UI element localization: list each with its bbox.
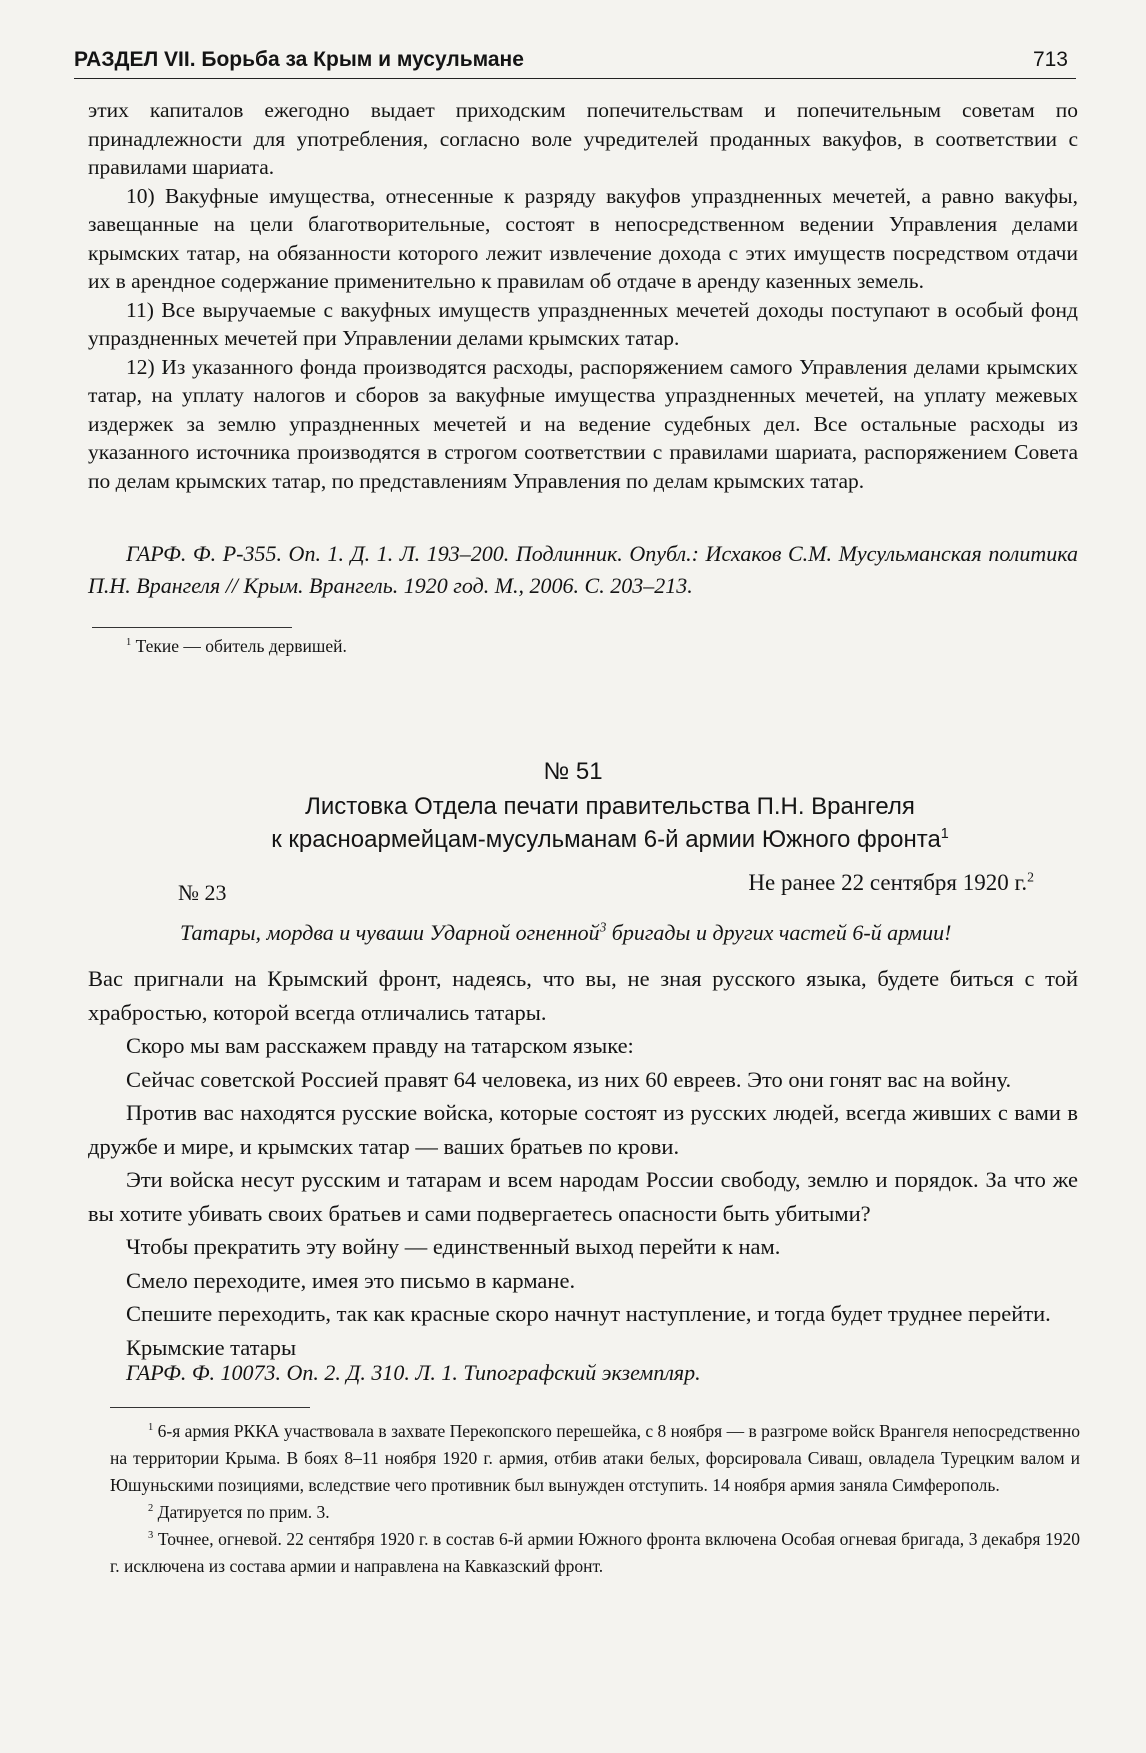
footnote (110, 1499, 1080, 1526)
address-text: Татары, мордва и чуваши Ударной огненной (180, 920, 600, 945)
footnote-mark: 3 (599, 919, 607, 935)
leaflet-number: № 23 (178, 880, 227, 905)
paragraph: этих капиталов ежегодно выдает приходским попечительствам и попечительным советам по принадлежности для употребления, согласно воле учредителей проданных вакуфов, в соответствии с правилами шариата. (88, 98, 1078, 179)
running-header (74, 40, 1076, 79)
footnote-mark: 1 (148, 1422, 154, 1434)
footnote-mark: 1 (126, 637, 132, 649)
paragraph: 12) Из указанного фонда производятся расходы, распоряжением самого Управления делами крымских татар, на уплату налогов и сборов за вакуфные имущества упраздненных мечетей, на уплату межевых издержек за землю упраздненных мечетей и на ведение судебных дел. Все остальные расходы из указанного источника производятся в строгом соответствии с правилами шариата, распоряжением Совета по делам крымских татар, по представлениям Управления по делам крымских татар. (88, 354, 1078, 493)
archive-source: ГАРФ. Ф. 10073. Оп. 2. Д. 310. Л. 1. Типографский экземпляр. (126, 1360, 701, 1385)
paragraph: 11) Все выручаемые с вакуфных имуществ упраздненных мечетей доходы поступают в особый фонд упраздненных мечетей при Управлении делами крымских татар. (88, 297, 1078, 350)
paragraph: Смело переходите, имея это письмо в кармане. (126, 1267, 576, 1293)
footnote-mark: 2 (1027, 869, 1034, 885)
document-title-line (200, 823, 1020, 856)
address-text: бригады и других частей 6-й армии! (606, 920, 952, 945)
paragraph: Против вас находятся русские войска, которые состоят из русских людей, всегда живших с вами в дружбе и мире, и крымских татар — ваших братьев по крови. (88, 1100, 1078, 1159)
footnote-text: Текие — обитель дервишей. (135, 636, 347, 656)
footnote-text: 6-я армия РККА участвовала в захвате Перекопского перешейка, с 8 ноября — в разгроме войск Врангеля непосредственно на территории Крыма. В боях 8–11 ноября 1920 г. армия, отбив атаки белых, форсировала Сиваш, овладела Турецким валом и Юшуньскими позициями, вследствие чего противник был вынужден отступить. 14 ноября армия заняла Симферополь. (110, 1421, 1081, 1495)
footnote (110, 1526, 1080, 1580)
paragraph: Скоро мы вам расскажем правду на татарском языке: (126, 1033, 634, 1058)
paragraph: Сейчас советской Россией правят 64 человека, из них 60 евреев. Это они гонят вас на войну. (126, 1066, 1012, 1092)
document-title-line-text: к красноармейцам-мусульманам 6-й армии Южного фронта (271, 826, 941, 853)
paragraph: Эти войска несут русским и татарам и всем народам России свободу, землю и порядок. За что же вы хотите убивать своих братьев и сами подвергаетесь опасности быть убитыми? (88, 1167, 1078, 1226)
document-title-line: Листовка Отдела печати правительства П.Н. Врангеля (305, 793, 915, 820)
previous-document-text (88, 96, 1078, 495)
footnotes (110, 1418, 1080, 1580)
footnote (110, 1418, 1080, 1499)
footnote-divider (110, 1407, 310, 1408)
leaflet-address (180, 920, 1070, 946)
footnote-mark: 3 (148, 1530, 154, 1542)
document-date (748, 870, 1034, 896)
paragraph: 10) Вакуфные имущества, отнесенные к разряду вакуфов упраздненных мечетей, а равно вакуфы, завещанные на цели благотворительные, состоят в непосредственном ведении Управления делами крымских татар, на обязанности которого лежит извлечение дохода с этих имуществ посредством отдачи их в арендное содержание применительно к правилам об отдаче в аренду казенных земель. (88, 183, 1078, 293)
footnote-divider (92, 627, 292, 628)
footnote-text: Точнее, огневой. 22 сентября 1920 г. в состав 6-й армии Южного фронта включена Особая огневая бригада, 3 декабря 1920 г. исключена из состава армии и направлена на Кавказский фронт. (110, 1529, 1080, 1576)
footnote-mark: 1 (940, 826, 949, 842)
signature: Крымские татары (126, 1334, 297, 1360)
document-title (200, 790, 1020, 856)
page-number: 713 (1032, 48, 1068, 71)
paragraph: Чтобы прекратить эту войну — единственный выход перейти к нам. (126, 1234, 781, 1259)
document-date-text: Не ранее 22 сентября 1920 г. (748, 870, 1028, 895)
document-number: № 51 (543, 758, 603, 785)
paragraph: Спешите переходить, так как красные скоро начнут наступление, и тогда будет труднее перейти. (126, 1301, 1051, 1326)
paragraph: Вас пригнали на Крымский фронт, надеясь, что вы, не зная русского языка, будете биться с той храбростью, которой всегда отличались татары. (88, 966, 1078, 1025)
archive-source: ГАРФ. Ф. Р-355. Оп. 1. Д. 1. Л. 193–200. Подлинник. Опубл.: Исхаков С.М. Мусульманская политика П.Н. Врангеля // Крым. Врангель. 1920 год. М., 2006. С. 203–213. (88, 541, 1078, 598)
footnote (126, 634, 626, 659)
footnote-mark: 2 (148, 1503, 154, 1515)
footnote-text: Датируется по прим. 3. (157, 1502, 330, 1522)
leaflet-text (88, 962, 1078, 1364)
section-title: РАЗДЕЛ VII. Борьба за Крым и мусульмане (74, 48, 524, 71)
